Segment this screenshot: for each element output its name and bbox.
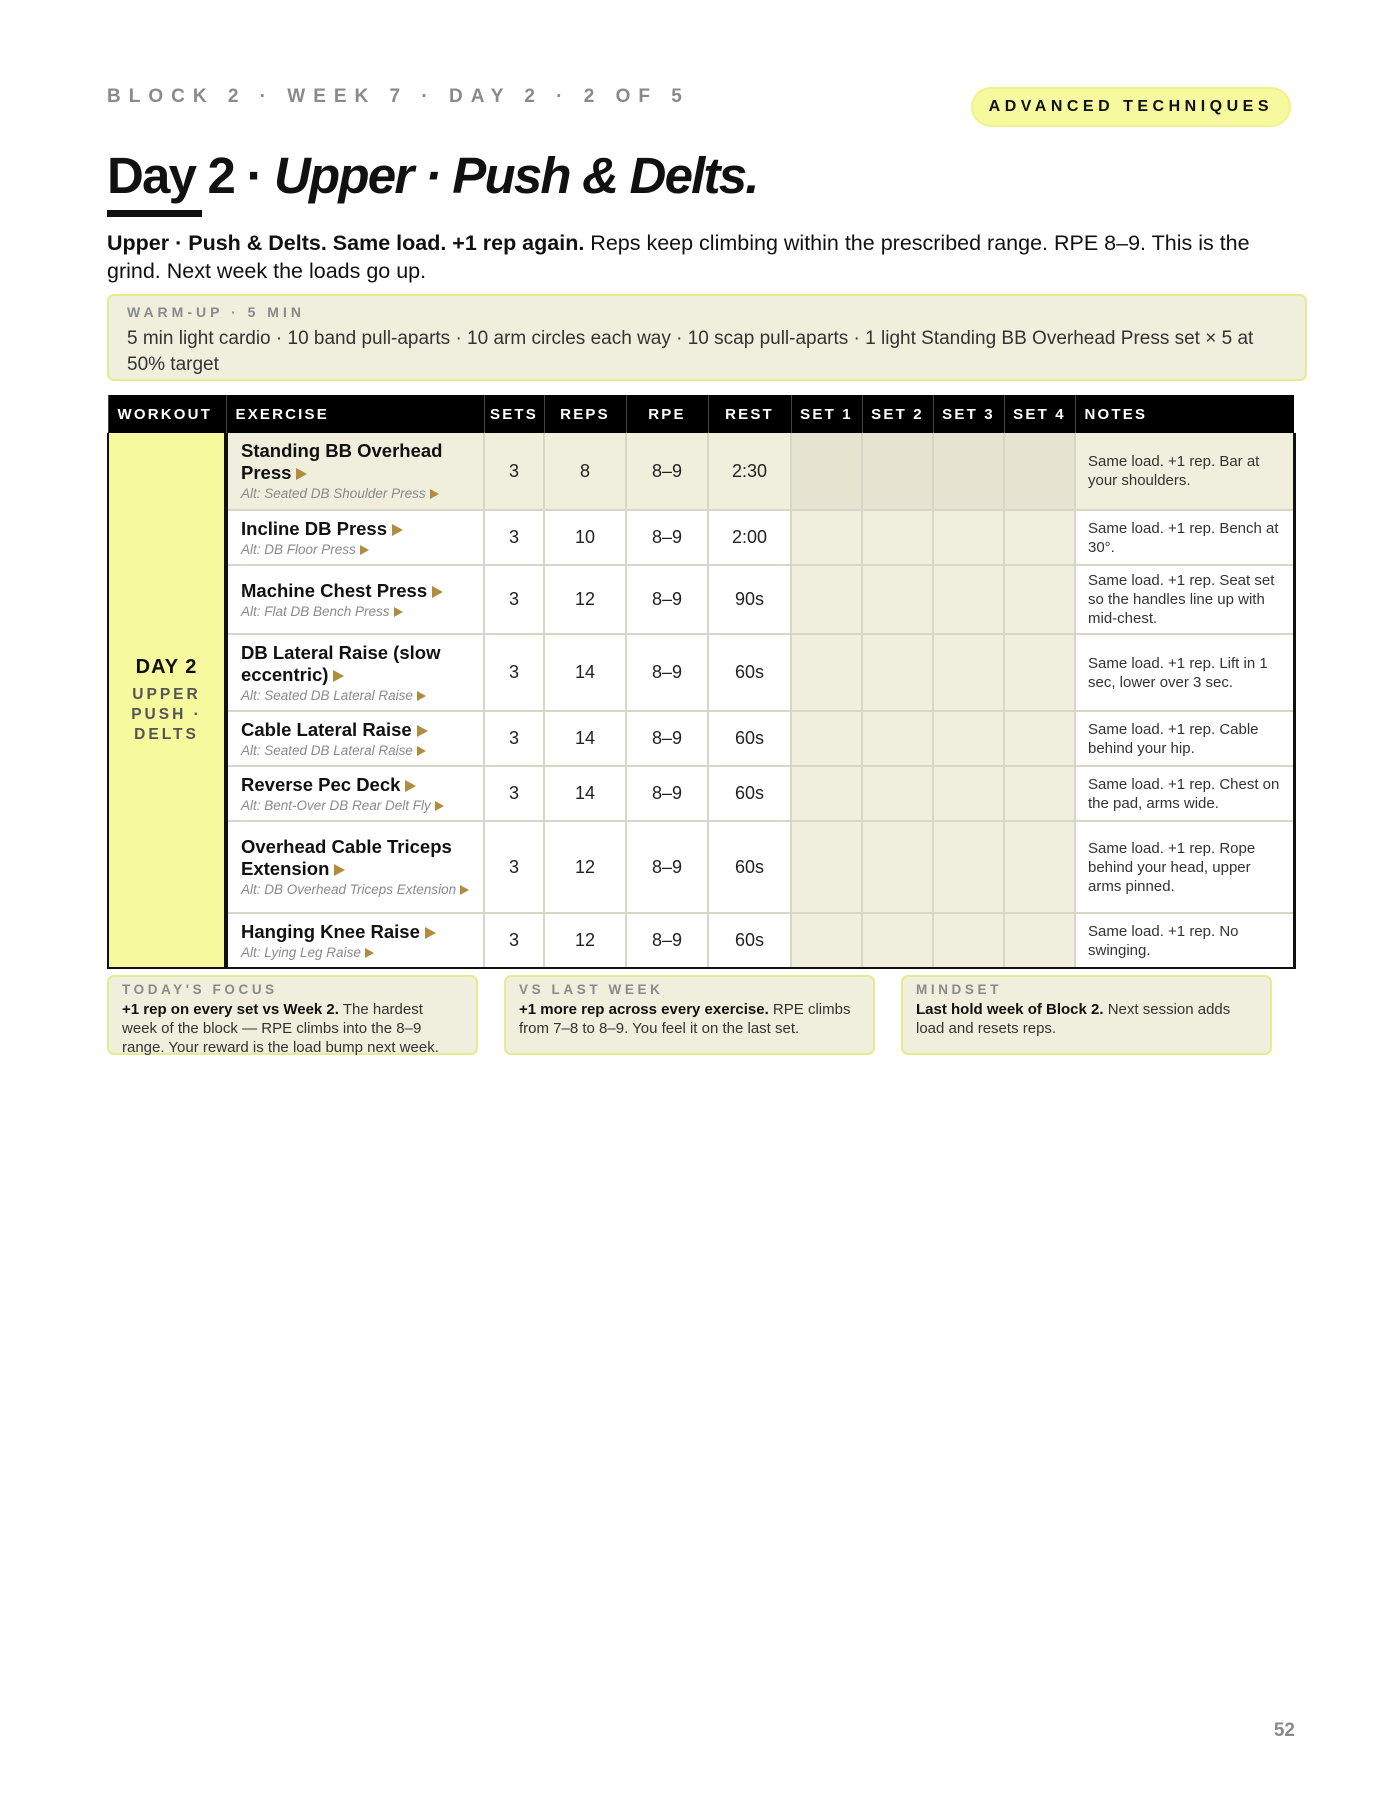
header-set-4: SET 4	[1004, 395, 1075, 433]
exercise-name: Incline DB Press	[241, 517, 388, 539]
header-rpe: RPE	[626, 395, 708, 433]
card-label: MINDSET	[916, 982, 1002, 997]
card-label: VS LAST WEEK	[519, 982, 664, 997]
video-play-icon[interactable]	[365, 948, 374, 958]
focus-card	[107, 975, 478, 1055]
notes-cell: Same load. +1 rep. Cable behind your hip.	[1075, 711, 1294, 766]
card-lead: Last hold week of Block 2.	[916, 1001, 1104, 1018]
sets-cell: 3	[484, 634, 544, 711]
card-lead: +1 rep on every set vs Week 2.	[122, 1001, 339, 1018]
table-row	[108, 821, 1294, 913]
set-1-log-cell[interactable]	[791, 766, 862, 821]
video-play-icon[interactable]	[417, 691, 426, 701]
table-row	[108, 913, 1294, 968]
set-2-log-cell[interactable]	[862, 634, 933, 711]
exercise-cell	[226, 433, 484, 510]
video-play-icon[interactable]	[425, 927, 436, 939]
header-notes: NOTES	[1075, 395, 1294, 433]
exercise-cell	[226, 510, 484, 565]
set-1-log-cell[interactable]	[791, 821, 862, 913]
set-4-log-cell[interactable]	[1004, 821, 1075, 913]
intro-paragraph	[107, 229, 1297, 285]
table-row	[108, 433, 1294, 510]
set-3-log-cell[interactable]	[933, 565, 1004, 634]
header-reps: REPS	[544, 395, 626, 433]
exercise-alternative: Alt: Flat DB Bench Press	[241, 603, 390, 619]
sets-cell: 3	[484, 510, 544, 565]
warmup-label: WARM-UP · 5 MIN	[127, 304, 305, 320]
set-1-log-cell[interactable]	[791, 510, 862, 565]
rest-cell: 60s	[708, 821, 791, 913]
exercise-name: DB Lateral Raise (slow eccentric)	[241, 641, 441, 685]
header-workout: WORKOUT	[108, 395, 226, 433]
set-1-log-cell[interactable]	[791, 565, 862, 634]
exercise-alternative: Alt: DB Floor Press	[241, 541, 356, 557]
title-italic: Upper · Push & Delts.	[274, 147, 758, 204]
exercise-cell	[226, 565, 484, 634]
workout-table	[107, 395, 1296, 969]
video-play-icon[interactable]	[360, 545, 369, 555]
exercise-cell	[226, 711, 484, 766]
exercise-name: Hanging Knee Raise	[241, 920, 420, 942]
exercise-name: Machine Chest Press	[241, 579, 428, 601]
video-play-icon[interactable]	[394, 607, 403, 617]
workout-line-3: DELTS	[134, 725, 199, 743]
video-play-icon[interactable]	[334, 864, 345, 876]
exercise-cell	[226, 766, 484, 821]
video-play-icon[interactable]	[296, 468, 307, 480]
video-play-icon[interactable]	[435, 801, 444, 811]
exercise-alternative: Alt: Seated DB Shoulder Press	[241, 486, 426, 501]
set-4-log-cell[interactable]	[1004, 913, 1075, 968]
set-4-log-cell[interactable]	[1004, 634, 1075, 711]
set-4-log-cell[interactable]	[1004, 433, 1075, 510]
card-text	[519, 1000, 859, 1038]
notes-cell: Same load. +1 rep. Bar at your shoulders.	[1075, 433, 1294, 510]
vs-last-week-card	[504, 975, 875, 1055]
title-plain: Day 2 ·	[107, 147, 275, 204]
set-4-log-cell[interactable]	[1004, 766, 1075, 821]
exercise-name: Overhead Cable Triceps Extension	[241, 836, 452, 879]
set-3-log-cell[interactable]	[933, 711, 1004, 766]
set-4-log-cell[interactable]	[1004, 510, 1075, 565]
video-play-icon[interactable]	[460, 885, 469, 895]
rest-cell: 2:00	[708, 510, 791, 565]
notes-cell: Same load. +1 rep. Seat set so the handles line up with mid-chest.	[1075, 565, 1294, 634]
video-play-icon[interactable]	[432, 586, 443, 598]
sets-cell: 3	[484, 433, 544, 510]
table-row	[108, 766, 1294, 821]
set-2-log-cell[interactable]	[862, 821, 933, 913]
set-3-log-cell[interactable]	[933, 433, 1004, 510]
notes-cell: Same load. +1 rep. No swinging.	[1075, 913, 1294, 968]
warmup-panel	[107, 294, 1307, 381]
rest-cell: 90s	[708, 565, 791, 634]
table-row	[108, 565, 1294, 634]
video-play-icon[interactable]	[392, 524, 403, 536]
notes-cell: Same load. +1 rep. Bench at 30°.	[1075, 510, 1294, 565]
mindset-card	[901, 975, 1272, 1055]
table-row	[108, 634, 1294, 711]
video-play-icon[interactable]	[333, 670, 344, 682]
rpe-cell: 8–9	[626, 510, 708, 565]
video-play-icon[interactable]	[430, 489, 439, 499]
video-play-icon[interactable]	[417, 725, 428, 737]
exercise-cell	[226, 821, 484, 913]
set-1-log-cell[interactable]	[791, 433, 862, 510]
table-row	[108, 510, 1294, 565]
technique-badge: ADVANCED TECHNIQUES	[971, 87, 1291, 127]
intro-lead: Upper · Push & Delts. Same load. +1 rep again.	[107, 231, 585, 255]
set-3-log-cell[interactable]	[933, 510, 1004, 565]
card-body: Next session adds load and resets reps.	[916, 1001, 1231, 1037]
sets-cell: 3	[484, 821, 544, 913]
header-sets: SETS	[484, 395, 544, 433]
title-underline	[107, 210, 202, 217]
reps-cell: 14	[544, 766, 626, 821]
exercise-name: Cable Lateral Raise	[241, 718, 412, 740]
set-1-log-cell[interactable]	[791, 711, 862, 766]
reps-cell: 12	[544, 913, 626, 968]
warmup-text: 5 min light cardio · 10 band pull-aparts · 10 arm circles each way · 10 scap pull-aparts · 1 light Standing BB Overhead Press set × 5 at 50% target	[127, 328, 1254, 375]
exercise-name: Standing BB Overhead Press	[241, 440, 443, 483]
video-play-icon[interactable]	[417, 746, 426, 756]
notes-cell: Same load. +1 rep. Chest on the pad, arms wide.	[1075, 766, 1294, 821]
workout-line-2: PUSH ·	[131, 705, 202, 723]
set-2-log-cell[interactable]	[862, 565, 933, 634]
intro-body: Reps keep climbing within the prescribed range. RPE 8–9. This is the grind. Next week the loads go up.	[107, 231, 1250, 283]
exercise-alternative: Alt: Seated DB Lateral Raise	[241, 742, 413, 758]
exercise-alternative: Alt: DB Overhead Triceps Extension	[241, 882, 457, 897]
table-row	[108, 711, 1294, 766]
header-set-3: SET 3	[933, 395, 1004, 433]
set-4-log-cell[interactable]	[1004, 711, 1075, 766]
notes-cell: Same load. +1 rep. Lift in 1 sec, lower over 3 sec.	[1075, 634, 1294, 711]
header-set-1: SET 1	[791, 395, 862, 433]
card-body: The hardest week of the block — RPE climbs into the 8–9 range. Your reward is the load bump next week.	[122, 1001, 439, 1056]
rpe-cell: 8–9	[626, 913, 708, 968]
rpe-cell: 8–9	[626, 565, 708, 634]
reps-cell: 12	[544, 565, 626, 634]
reps-cell: 10	[544, 510, 626, 565]
page-number: 52	[1273, 1720, 1295, 1741]
page-title	[107, 146, 758, 205]
set-3-log-cell[interactable]	[933, 634, 1004, 711]
reps-cell: 8	[544, 433, 626, 510]
exercise-alternative: Alt: Lying Leg Raise	[241, 944, 361, 960]
exercise-alternative: Alt: Seated DB Lateral Raise	[241, 687, 413, 703]
set-3-log-cell[interactable]	[933, 766, 1004, 821]
rpe-cell: 8–9	[626, 766, 708, 821]
set-2-log-cell[interactable]	[862, 913, 933, 968]
card-lead: +1 more rep across every exercise.	[519, 1001, 769, 1018]
reps-cell: 12	[544, 821, 626, 913]
set-2-log-cell[interactable]	[862, 510, 933, 565]
sets-cell: 3	[484, 913, 544, 968]
exercise-cell	[226, 913, 484, 968]
card-text	[122, 1000, 462, 1057]
video-play-icon[interactable]	[405, 780, 416, 792]
header-set-2: SET 2	[862, 395, 933, 433]
rest-cell: 60s	[708, 711, 791, 766]
header-rest: REST	[708, 395, 791, 433]
workout-line-1: UPPER	[132, 685, 201, 703]
rpe-cell: 8–9	[626, 711, 708, 766]
sets-cell: 3	[484, 565, 544, 634]
rpe-cell: 8–9	[626, 433, 708, 510]
reps-cell: 14	[544, 711, 626, 766]
rest-cell: 2:30	[708, 433, 791, 510]
set-1-log-cell[interactable]	[791, 634, 862, 711]
set-2-log-cell[interactable]	[862, 433, 933, 510]
exercise-alternative: Alt: Bent-Over DB Rear Delt Fly	[241, 797, 431, 813]
rest-cell: 60s	[708, 766, 791, 821]
card-label: TODAY'S FOCUS	[122, 982, 278, 997]
rpe-cell: 8–9	[626, 634, 708, 711]
sets-cell: 3	[484, 766, 544, 821]
exercise-cell	[226, 634, 484, 711]
header-exercise: EXERCISE	[226, 395, 484, 433]
sets-cell: 3	[484, 711, 544, 766]
table-header-row	[108, 395, 1294, 433]
set-4-log-cell[interactable]	[1004, 565, 1075, 634]
workout-cell	[108, 433, 226, 968]
workout-day: DAY 2	[135, 655, 198, 678]
set-2-log-cell[interactable]	[862, 711, 933, 766]
rpe-cell: 8–9	[626, 821, 708, 913]
set-3-log-cell[interactable]	[933, 821, 1004, 913]
card-text	[916, 1000, 1256, 1038]
set-3-log-cell[interactable]	[933, 913, 1004, 968]
card-body: RPE climbs from 7–8 to 8–9. You feel it on the last set.	[519, 1001, 851, 1037]
breadcrumb: BLOCK 2 · WEEK 7 · DAY 2 · 2 OF 5	[107, 86, 690, 107]
rest-cell: 60s	[708, 913, 791, 968]
set-1-log-cell[interactable]	[791, 913, 862, 968]
exercise-name: Reverse Pec Deck	[241, 773, 401, 795]
set-2-log-cell[interactable]	[862, 766, 933, 821]
notes-cell: Same load. +1 rep. Rope behind your head, upper arms pinned.	[1075, 821, 1294, 913]
rest-cell: 60s	[708, 634, 791, 711]
reps-cell: 14	[544, 634, 626, 711]
